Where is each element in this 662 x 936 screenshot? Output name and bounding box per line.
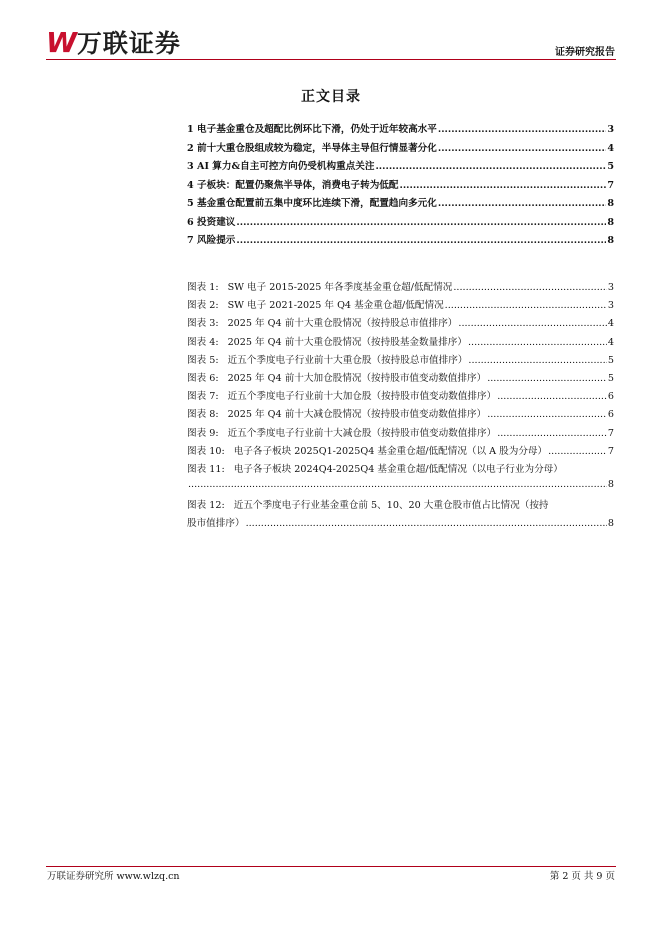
toc-entry-page: 8	[607, 216, 614, 228]
figure-label: 图表 7:	[187, 391, 219, 403]
figure-page: 7	[607, 445, 614, 457]
dot-leader	[438, 198, 606, 209]
figure-label: 图表 8:	[187, 409, 219, 421]
figure-label: 图表 5:	[187, 354, 219, 366]
figure-index	[187, 279, 614, 534]
toc-entry[interactable]	[187, 214, 614, 233]
figure-page: 5	[607, 372, 614, 384]
figure-entry[interactable]	[187, 315, 614, 333]
logo-mark: W	[46, 26, 75, 59]
figure-page: 3	[607, 282, 614, 293]
figure-title: 2025 年 Q4 前十大重仓股情况（按持股总市值排序）	[227, 318, 458, 330]
figure-entry[interactable]	[187, 370, 614, 388]
figure-entry[interactable]	[187, 406, 614, 424]
dot-leader	[438, 124, 606, 135]
toc-entry[interactable]	[187, 195, 614, 214]
dot-leader	[497, 428, 607, 439]
figure-entry[interactable]	[187, 352, 614, 370]
dot-leader	[399, 180, 606, 191]
figure-label: 图表 10:	[187, 445, 225, 457]
figure-title: SW 电子 2015-2025 年各季度基金重仓超/低配情况	[227, 282, 453, 293]
toc-entry-page: 3	[607, 124, 614, 135]
figure-label: 图表 12:	[187, 500, 225, 512]
dot-leader	[375, 161, 606, 172]
dot-leader	[487, 409, 607, 420]
figure-page: 3	[607, 300, 614, 312]
toc-entry-text: 1 电子基金重仓及超配比例环比下滑，仍处于近年较高水平	[187, 124, 437, 135]
figure-page: 7	[607, 427, 614, 439]
footer-source: 万联证券研究所 www.wlzq.cn	[47, 871, 180, 882]
figure-entry[interactable]	[187, 461, 614, 479]
figure-entry[interactable]	[187, 497, 614, 515]
page-number: 第 2 页 共 9 页	[549, 871, 615, 882]
figure-entry[interactable]	[187, 425, 614, 443]
figure-page: 6	[607, 391, 614, 403]
figure-title: SW 电子 2021-2025 年 Q4 基金重仓超/低配情况	[227, 300, 444, 312]
header-divider	[46, 59, 616, 60]
figure-page: 8	[607, 518, 614, 530]
toc-entry[interactable]	[187, 177, 614, 196]
figure-title: 2025 年 Q4 前十大重仓股情况（按持股基金数量排序）	[227, 336, 467, 348]
toc-entry[interactable]	[187, 158, 614, 177]
figure-entry[interactable]	[187, 388, 614, 406]
toc-entry-page: 8	[607, 198, 614, 209]
toc-entry-text: 3 AI 算力&自主可控方向仍受机构重点关注	[187, 161, 375, 172]
toc-entry-text: 4 子板块：配置仍聚焦半导体，消费电子转为低配	[187, 179, 399, 191]
dot-leader	[246, 518, 607, 529]
footer-divider	[46, 866, 616, 867]
toc-entry[interactable]	[187, 121, 614, 140]
dot-leader	[438, 143, 606, 154]
figure-title: 近五个季度电子行业基金重仓前 5、10、20 大重仓股市值占比情况（按持	[233, 500, 549, 512]
dot-leader	[236, 235, 606, 246]
company-logo	[46, 27, 181, 59]
dot-leader	[445, 300, 607, 311]
dot-leader	[548, 446, 607, 457]
figure-entry[interactable]	[187, 279, 614, 297]
dot-leader	[468, 355, 606, 366]
figure-title: 近五个季度电子行业前十大加仓股（按持股市值变动数值排序）	[227, 391, 497, 403]
table-of-contents	[187, 121, 614, 251]
dot-leader	[453, 282, 607, 293]
toc-entry-page: 7	[607, 179, 614, 191]
toc-title: 正文目录	[301, 89, 361, 105]
figure-label: 图表 3:	[187, 318, 219, 330]
toc-entry-text: 5 基金重仓配置前五集中度环比连续下滑，配置趋向多元化	[187, 198, 437, 209]
figure-title: 2025 年 Q4 前十大加仓股情况（按持股市值变动数值排序）	[227, 372, 487, 384]
figure-page: 4	[607, 318, 614, 330]
figure-page: 4	[607, 336, 614, 348]
toc-entry-text: 2 前十大重仓股组成较为稳定，半导体主导但行情显著分化	[187, 142, 437, 154]
toc-entry-text: 6 投资建议	[187, 216, 236, 228]
figure-label: 图表 6:	[187, 372, 219, 384]
dot-leader	[458, 318, 606, 329]
figure-page: 8	[607, 479, 614, 491]
figure-title: 近五个季度电子行业前十大重仓股（按持股总市值排序）	[227, 354, 468, 366]
toc-entry[interactable]	[187, 232, 614, 251]
toc-entry-page: 5	[607, 161, 614, 172]
figure-page: 6	[607, 409, 614, 421]
figure-title: 电子各子板块 2024Q4-2025Q4 基金重仓超/低配情况（以电子行业为分母）	[233, 463, 563, 475]
figure-entry-continuation[interactable]	[187, 479, 614, 497]
figure-title: 近五个季度电子行业前十大减仓股（按持股市值变动数值排序）	[227, 427, 497, 439]
figure-label: 图表 2:	[187, 300, 219, 312]
dot-leader	[497, 391, 607, 402]
figure-title: 电子各子板块 2025Q1-2025Q4 基金重仓超/低配情况（以 A 股为分母）	[233, 445, 548, 457]
figure-label: 图表 11:	[187, 463, 225, 475]
toc-entry-page: 8	[607, 235, 614, 246]
toc-entry[interactable]	[187, 140, 614, 159]
dot-leader	[188, 479, 607, 490]
toc-entry-text: 7 风险提示	[187, 235, 236, 246]
dot-leader	[487, 373, 607, 384]
figure-label: 图表 1:	[187, 282, 219, 293]
figure-entry[interactable]	[187, 443, 614, 461]
report-type: 证券研究报告	[555, 47, 615, 58]
dot-leader	[468, 337, 607, 348]
logo-name: 万联证券	[76, 28, 181, 58]
figure-title-continued: 股市值排序）	[187, 518, 245, 530]
figure-page: 5	[607, 354, 614, 366]
figure-title: 2025 年 Q4 前十大减仓股情况（按持股市值变动数值排序）	[227, 409, 487, 421]
figure-label: 图表 4:	[187, 336, 219, 348]
figure-entry[interactable]	[187, 297, 614, 315]
toc-entry-page: 4	[607, 142, 614, 154]
figure-entry[interactable]	[187, 334, 614, 352]
figure-label: 图表 9:	[187, 427, 219, 439]
dot-leader	[236, 217, 606, 228]
figure-entry-continuation[interactable]	[187, 515, 614, 533]
